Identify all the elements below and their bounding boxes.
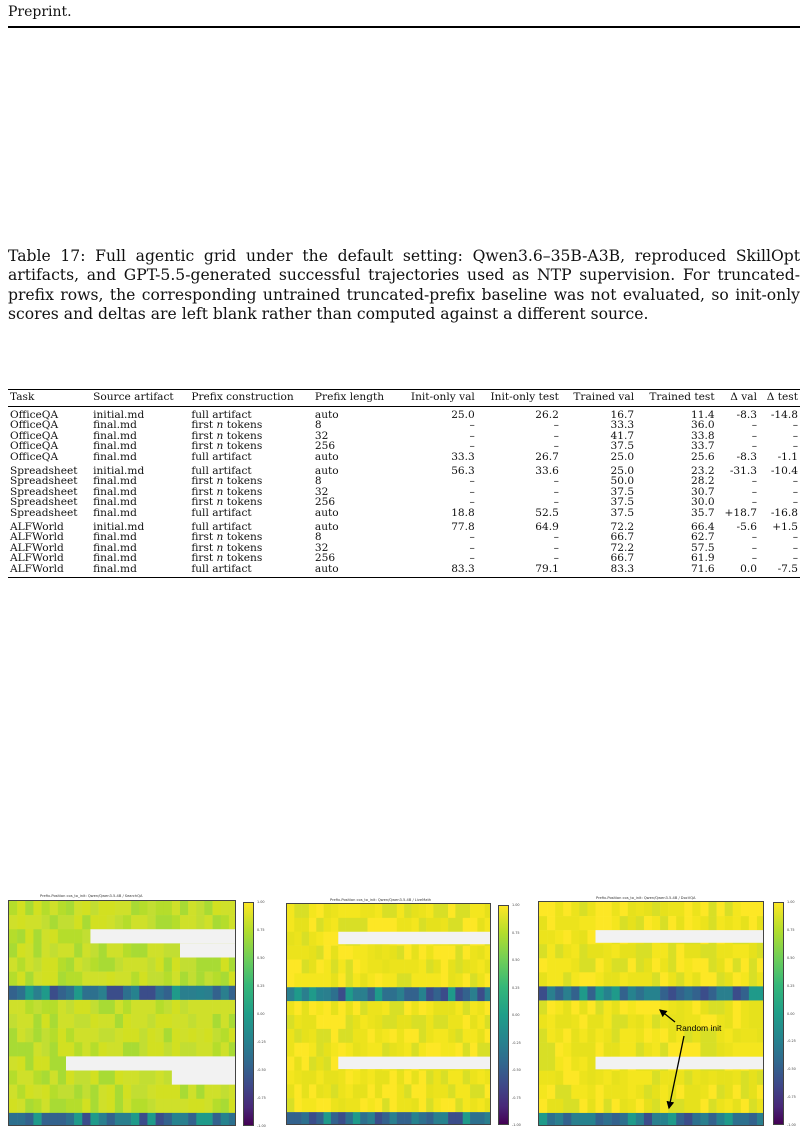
table-cell: -1.1 <box>777 450 798 463</box>
table-cell: – <box>553 541 559 554</box>
table-cell: – <box>469 496 475 509</box>
colorbar-tick-label: -0.25 <box>512 1040 521 1045</box>
table-cell: – <box>792 496 798 509</box>
table-cell: ALFWorld <box>10 562 64 575</box>
table-cell: 52.5 <box>535 506 559 519</box>
colorbar-tick-label: 0.50 <box>787 955 795 960</box>
table-cell: 37.5 <box>610 496 635 509</box>
table-cell: – <box>553 531 559 544</box>
column-header: Δ val <box>730 391 757 403</box>
colorbar-tick-label: -1.00 <box>257 1124 266 1128</box>
table-cell: full artifact <box>191 506 252 519</box>
colorbar-tick-label: 1.00 <box>257 900 265 904</box>
table-cell: 56.3 <box>451 464 475 477</box>
table-cell: – <box>792 440 798 453</box>
table-cell: final.md <box>93 485 137 498</box>
table-cell: 71.6 <box>691 562 715 575</box>
table-cell: auto <box>314 520 339 533</box>
table-cell: 36.0 <box>691 419 715 432</box>
table-caption: Table 17: Full agentic grid under the default setting: Qwen3.6–35B-A3B, reproduced SkillOpt artifacts, and GPT-5.5-generated successful trajectories used as NTP supervision. For truncated-prefix rows, the corresponding untrained truncated-prefix baseline was not evaluated, so init-only scores and deltas are left blank rather than computed against a different source. <box>8 247 800 324</box>
table-cell: first n tokens <box>191 496 263 509</box>
table-cell: – <box>553 496 559 509</box>
table-cell: final.md <box>93 440 137 453</box>
table-cell: – <box>469 552 475 565</box>
table-cell: – <box>792 552 798 565</box>
table-cell: – <box>751 419 757 432</box>
table-cell: auto <box>314 450 339 463</box>
table-cell: 33.3 <box>451 450 475 463</box>
table-cell: 66.4 <box>691 520 715 533</box>
table-cell: OfficeQA <box>10 429 59 442</box>
table-cell: Spreadsheet <box>10 485 78 498</box>
table-cell: – <box>553 429 559 442</box>
table-cell: 16.7 <box>610 408 635 421</box>
colorbar-tick-label: 0.25 <box>787 983 795 988</box>
figure-title: Prefix-Position cos_to_init: Qwen/Qwen3.5-4B / SearchQA <box>40 894 143 898</box>
table-cell: first n tokens <box>191 552 263 565</box>
table-cell: 30.0 <box>691 496 715 509</box>
table-cell: final.md <box>93 506 137 519</box>
table-cell: 8 <box>314 419 322 432</box>
column-header: Source artifact <box>93 391 174 403</box>
table-cell: 0.0 <box>740 562 757 575</box>
table-cell: – <box>751 541 757 554</box>
table-cell: ALFWorld <box>10 531 64 544</box>
colorbar-tick-label: 0.50 <box>257 956 265 960</box>
column-header: Trained test <box>649 391 715 403</box>
table-cell: full artifact <box>191 464 252 477</box>
table-cell: 83.3 <box>451 562 475 575</box>
column-header: Prefix length <box>314 391 385 403</box>
table-cell: 66.7 <box>610 552 635 565</box>
table-cell: -14.8 <box>770 408 798 421</box>
table-cell: – <box>469 440 475 453</box>
table-cell: 37.5 <box>610 440 635 453</box>
table-cell: – <box>553 552 559 565</box>
colorbar-tick-label: -0.25 <box>787 1039 796 1044</box>
table-cell: full artifact <box>191 450 252 463</box>
table-cell: initial.md <box>93 520 145 533</box>
table-cell: auto <box>314 562 339 575</box>
table-cell: 72.2 <box>610 520 635 533</box>
colorbar-tick-label: -0.25 <box>257 1040 266 1044</box>
colorbar-tick-label: -0.75 <box>787 1095 796 1100</box>
table-cell: ALFWorld <box>10 541 64 554</box>
table-cell: 25.0 <box>451 408 475 421</box>
table-cell: 26.2 <box>535 408 559 421</box>
colorbar-tick-label: -0.50 <box>787 1067 796 1072</box>
table-cell: 256 <box>314 552 336 565</box>
colorbar-tick-label: 0.75 <box>787 927 795 932</box>
table-cell: 66.7 <box>610 531 635 544</box>
table-cell: – <box>792 419 798 432</box>
colorbar-tick-label: -0.50 <box>512 1068 521 1072</box>
table-cell: auto <box>314 408 339 421</box>
table-cell: – <box>792 475 798 488</box>
table-cell: – <box>751 429 757 442</box>
table-cell: 8 <box>314 531 322 544</box>
table-cell: final.md <box>93 562 137 575</box>
table-cell: 33.3 <box>610 419 635 432</box>
table-cell: – <box>792 531 798 544</box>
table-cell: 35.7 <box>691 506 715 519</box>
table-cell: 33.6 <box>535 464 559 477</box>
table-cell: – <box>469 541 475 554</box>
colorbar-tick-label: 0.00 <box>257 1012 265 1016</box>
table-cell: initial.md <box>93 464 145 477</box>
column-header: Init-only val <box>410 391 475 403</box>
colorbar-tick-label: 0.50 <box>512 958 520 962</box>
table-cell: Spreadsheet <box>10 506 78 519</box>
table-cell: 77.8 <box>451 520 475 533</box>
colorbar-tick-label: 1.00 <box>512 903 520 907</box>
table-cell: – <box>469 429 475 442</box>
colorbar-tick-label: -1.00 <box>512 1123 521 1127</box>
colorbar-tick-label: -0.75 <box>257 1096 266 1100</box>
table-cell: 256 <box>314 496 336 509</box>
table-cell: OfficeQA <box>10 450 59 463</box>
table-cell: 37.5 <box>610 485 635 498</box>
colorbar-tick-label: 0.25 <box>512 985 520 990</box>
table-cell: OfficeQA <box>10 408 59 421</box>
colorbar-tick-label: 0.00 <box>512 1013 520 1017</box>
table-cell: – <box>553 419 559 432</box>
colorbar-tick-label: -0.50 <box>257 1068 266 1072</box>
table-cell: 26.7 <box>535 450 559 463</box>
table-cell: -5.6 <box>736 520 757 533</box>
table-cell: 64.9 <box>535 520 559 533</box>
colorbar-tick-label: 0.75 <box>257 928 265 932</box>
colorbar-tick-label: 1.00 <box>787 900 795 904</box>
colorbar-tick-label: 0.25 <box>257 984 265 988</box>
table-cell: – <box>553 440 559 453</box>
table-cell: first n tokens <box>191 429 263 442</box>
figure-title: Prefix-Position cos_to_init: Qwen/Qwen3.5-4B / DocVQA <box>596 896 696 900</box>
table-cell: -8.3 <box>736 408 757 421</box>
table-cell: OfficeQA <box>10 419 59 432</box>
table-cell: -8.3 <box>736 450 757 463</box>
table-cell: 32 <box>314 429 329 442</box>
table-cell: – <box>751 440 757 453</box>
column-header: Δ test <box>766 391 798 403</box>
table-cell: – <box>792 485 798 498</box>
table-cell: 37.5 <box>610 506 635 519</box>
table-cell: first n tokens <box>191 485 263 498</box>
table-cell: full artifact <box>191 562 252 575</box>
arrow-to-upper-row <box>660 1010 675 1022</box>
table-cell: -16.8 <box>770 506 798 519</box>
table-cell: full artifact <box>191 520 252 533</box>
colorbar-tick-label: -1.00 <box>787 1123 796 1127</box>
table-cell: 50.0 <box>610 475 635 488</box>
table-cell: 8 <box>314 475 322 488</box>
colorbar-tick-label: -0.75 <box>512 1095 521 1100</box>
table-cell: full artifact <box>191 408 252 421</box>
figure-title: Prefix-Position cos_to_init: Qwen/Qwen3.5-4B / LiveMath <box>330 898 432 902</box>
table-cell: final.md <box>93 531 137 544</box>
table-cell: – <box>469 475 475 488</box>
table-cell: final.md <box>93 541 137 554</box>
table-cell: – <box>751 485 757 498</box>
colorbar-tick-label: 0.00 <box>787 1011 795 1016</box>
table-cell: 32 <box>314 541 329 554</box>
running-header: Preprint. <box>8 4 72 20</box>
table-cell: ALFWorld <box>10 520 64 533</box>
table-cell: +18.7 <box>724 506 757 519</box>
table-cell: final.md <box>93 419 137 432</box>
table-cell: 72.2 <box>610 541 635 554</box>
table-cell: 62.7 <box>691 531 715 544</box>
table-cell: 28.2 <box>691 475 715 488</box>
table-cell: Spreadsheet <box>10 464 78 477</box>
table-cell: +1.5 <box>772 520 798 533</box>
table-cell: initial.md <box>93 408 145 421</box>
table-cell: 33.7 <box>691 440 715 453</box>
table-cell: 25.0 <box>610 464 635 477</box>
table-cell: Spreadsheet <box>10 496 78 509</box>
table-cell: first n tokens <box>191 440 263 453</box>
table-cell: 25.6 <box>691 450 715 463</box>
table-cell: – <box>792 429 798 442</box>
table-cell: 18.8 <box>451 506 475 519</box>
table-cell: -31.3 <box>729 464 757 477</box>
table-cell: auto <box>314 506 339 519</box>
colorbar-tick-label: 0.75 <box>512 930 520 935</box>
table-cell: – <box>792 541 798 554</box>
table-cell: 30.7 <box>691 485 715 498</box>
table-cell: first n tokens <box>191 475 263 488</box>
table-cell: – <box>469 419 475 432</box>
table-cell: 32 <box>314 485 329 498</box>
table-cell: -7.5 <box>777 562 798 575</box>
table-cell: 79.1 <box>535 562 559 575</box>
table-cell: final.md <box>93 552 137 565</box>
table-cell: – <box>751 531 757 544</box>
table-cell: – <box>751 496 757 509</box>
table-cell: – <box>751 552 757 565</box>
random-init-annotation: Random init <box>676 1023 722 1033</box>
table-cell: 33.8 <box>691 429 715 442</box>
table-cell: first n tokens <box>191 541 263 554</box>
table-cell: final.md <box>93 450 137 463</box>
table-cell: first n tokens <box>191 531 263 544</box>
table-cell: final.md <box>93 429 137 442</box>
table-cell: 11.4 <box>691 408 715 421</box>
table-cell: -10.4 <box>770 464 798 477</box>
table-cell: ALFWorld <box>10 552 64 565</box>
table-cell: 57.5 <box>691 541 715 554</box>
table-cell: 61.9 <box>691 552 715 565</box>
table-cell: – <box>469 531 475 544</box>
table-cell: – <box>553 475 559 488</box>
column-header: Init-only test <box>490 391 559 403</box>
table-cell: Spreadsheet <box>10 475 78 488</box>
column-header: Prefix construction <box>191 391 294 403</box>
table-cell: 23.2 <box>691 464 715 477</box>
table-cell: 83.3 <box>610 562 635 575</box>
table-cell: first n tokens <box>191 419 263 432</box>
table-cell: – <box>553 485 559 498</box>
table-cell: auto <box>314 464 339 477</box>
table-cell: – <box>751 475 757 488</box>
column-header: Task <box>10 391 35 403</box>
table-cell: 256 <box>314 440 336 453</box>
table-cell: – <box>469 485 475 498</box>
table-cell: final.md <box>93 496 137 509</box>
table-cell: 25.0 <box>610 450 635 463</box>
table-cell: 41.7 <box>610 429 635 442</box>
column-header: Trained val <box>573 391 635 403</box>
table-cell: OfficeQA <box>10 440 59 453</box>
arrow-to-lower-row <box>669 1036 684 1108</box>
table-cell: final.md <box>93 475 137 488</box>
